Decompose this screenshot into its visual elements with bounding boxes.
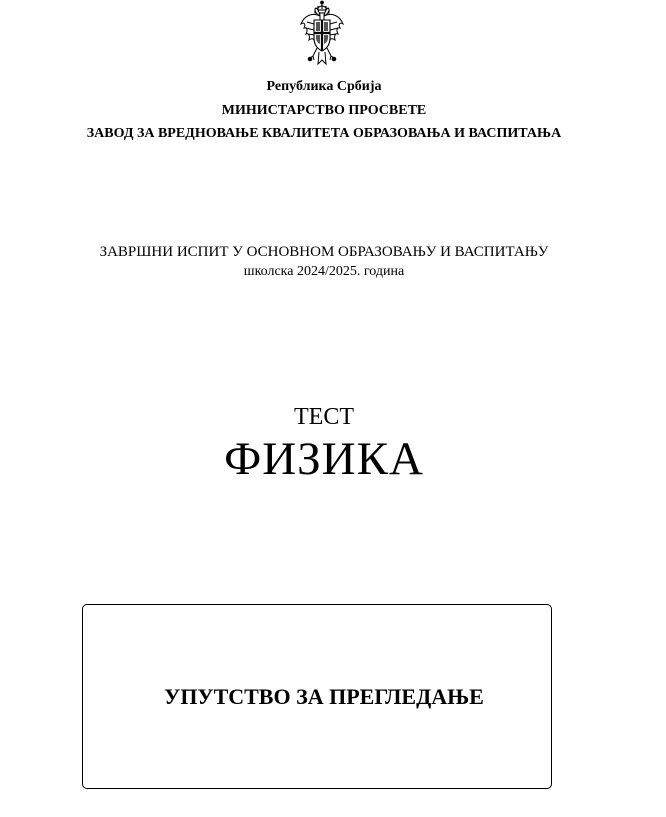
exam-school-year: школска 2024/2025. година	[243, 264, 405, 279]
test-label: ТЕСТ	[294, 404, 354, 430]
exam-title: ЗАВРШНИ ИСПИТ У ОСНОВНОМ ОБРАЗОВАЊУ И ВАСПИТАЊУ	[99, 244, 549, 260]
header-ministry: МИНИСТАРСТВО ПРОСВЕТЕ	[221, 103, 427, 118]
header-republic: Република Србија	[266, 79, 382, 94]
header-institute: ЗАВОД ЗА ВРЕДНОВАЊЕ КВАЛИТЕТА ОБРАЗОВАЊА И ВАСПИТАЊА	[86, 126, 562, 141]
test-subject: ФИЗИКА	[224, 433, 424, 485]
serbia-coat-of-arms-icon	[298, 0, 346, 68]
instructions-box-title: УПУТСТВО ЗА ПРЕГЛЕДАЊЕ	[164, 684, 484, 709]
